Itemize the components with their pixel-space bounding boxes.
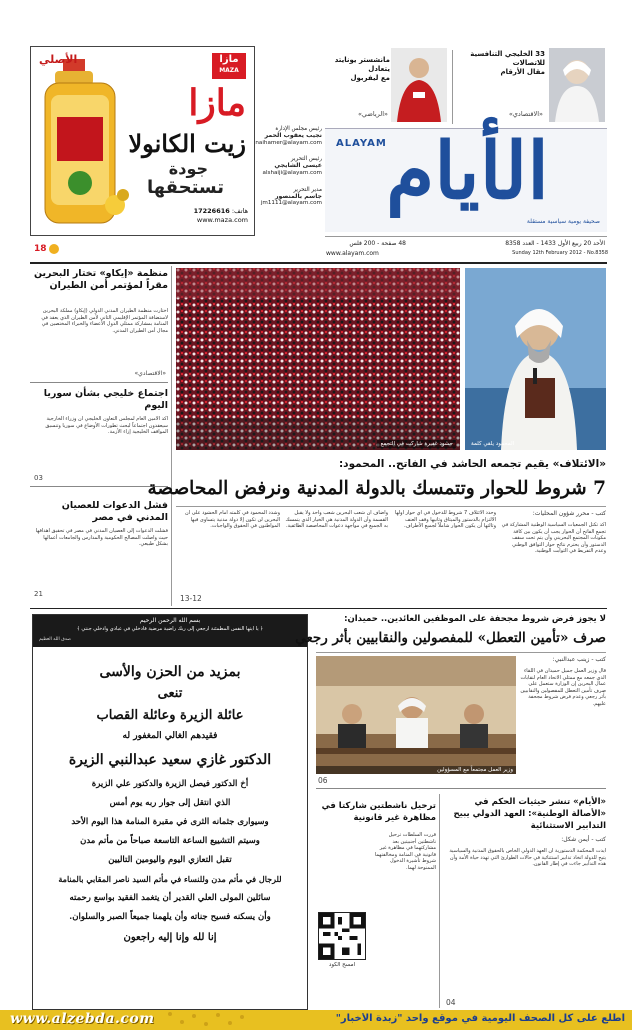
story1-body: اختارت منظمة الطيران المدني الدولي (إيكاو) مملكة البحرين لاستضافة المؤتمر الإقليمي الثاني لأمن الطيران الذي يعقد في المنامة بمشاركة ممثلي الدول الأعضاء والخبراء المختصين في مجال أمن الطيران المدني. [41, 308, 168, 334]
qr-code[interactable] [318, 912, 366, 960]
obituary-line-4: فقيدهم الغالي المغفور له [122, 731, 218, 741]
sports-teaser-photo [391, 48, 447, 122]
story3-title[interactable]: فشل الدعوات للعصيان المدني في مصر [61, 500, 168, 523]
obituary-basmala: بسم الله الرحمن الرحيم [139, 617, 201, 624]
contact-role-2: رئيس التحرير [290, 156, 322, 163]
mid-rule [30, 608, 607, 609]
sports-teaser-title: مانشستر يونايتد يتعادل [334, 56, 390, 73]
obituary-line-12: وأن يسكنه فسيح جناته وأن يلهمنا جميعاً الصبر والسلوان. [69, 912, 271, 922]
obituary-line-7: وسيوارى جثمانه الثرى في مقبرة المنامة هذا اليوم الأحد [71, 817, 269, 827]
economy-teaser[interactable] [455, 48, 605, 126]
obituary-line-6: الذي انتقل إلى جوار ربه يوم أمس [109, 798, 231, 808]
qr-code-label: امسح الكود [328, 962, 356, 968]
islamic-story-title[interactable]: «الأيام» تنشر حيثيات الحكم في «الأصالة الوطنية»: العهد الدولي يبيح التدابير الاستثنائية [453, 797, 606, 831]
left-news-column [30, 266, 168, 606]
masthead-logo[interactable]: الأيام [386, 126, 549, 217]
sun-icon [49, 244, 59, 254]
story1-title[interactable]: منظمة «إيكاو» تختار البحرين مقراً لمؤتمر أمن الطيران [33, 268, 168, 291]
obituary-line-1: بمزيد من الحزن والأسى [99, 664, 241, 680]
obituary-verse: ﴿ يا أيتها النفس المطمئنة ارجعي إلى ربك راضية مرضية فادخلي في عبادي وادخلي جنتي ﴾ [76, 626, 264, 632]
left-column-rule [171, 266, 172, 606]
story3-page: 21 [34, 590, 43, 598]
masthead-pages: 48 صفحة - 200 فلس [349, 240, 406, 247]
contact-email-3[interactable]: jm1111@alayam.com [260, 200, 322, 207]
ad-brand: مازا [188, 82, 246, 124]
contact-role-3: مدير التحرير [293, 186, 322, 193]
ad-phone: 17226616 [193, 207, 230, 215]
story2-page: 03 [34, 474, 43, 482]
economy-sports-divider [452, 50, 453, 124]
story1-section: «الاقتصادي» [134, 370, 166, 377]
ad-tagline: تستحقها [147, 177, 224, 198]
economy-teaser-number: 33 [535, 50, 545, 58]
story2-title[interactable]: اجتماع خليجي بشأن سوريا اليوم [43, 388, 168, 411]
protest-story-body: قررت السلطات ترحيل ناشطتين أجنبيتين بعد مشاركتهما في مظاهرة غير قانونية في المنامة ومخالفتهما شروط تأشيرة الدخول الممنوحة لهما. [374, 832, 436, 871]
islamic-story-page: 04 [446, 998, 456, 1007]
obituary-closing: إنا لله وإنا إليه راجعون [123, 932, 217, 943]
masthead-date: الأحد 20 ربيع الأول 1433 - العدد 8358 [505, 240, 605, 247]
ad-phone-label: هاتف: [231, 207, 248, 215]
story3-body: فشلت الدعوات إلى العصيان المدني في مصر في تحقيق أهدافها حيث واصلت المصالح الحكومية والمدارس والجامعات أعمالها بشكل طبيعي. [35, 528, 168, 548]
obituary-line-8: وسيتم التشييع الساعة التاسعة صباحاً من مأتم مدن [80, 836, 260, 846]
contact-email-1[interactable]: naihamer@alayam.com [255, 139, 322, 146]
islamic-story-rule [439, 794, 440, 1008]
lead-kicker: «الائتلاف» يقيم تجمعه الحاشد في الفاتح.. المحمود: [338, 458, 606, 470]
contact-name-3: جاسم بالمنصور [274, 192, 322, 200]
ad-brand-box-ar: مازا [219, 54, 239, 65]
obituary-body [35, 661, 305, 949]
crowd-photo[interactable] [176, 268, 460, 450]
crowd-photo-caption: حشود غفيرة شاركت في التجمع [377, 440, 456, 448]
lead-headline[interactable]: 7 شروط للحوار وتتمسك بالدولة المدنية ونرفض المحاصصة [147, 478, 606, 499]
ad-quality: جودة [168, 159, 208, 178]
masthead-logo-latin: ALAYAM [336, 138, 387, 149]
unemployment-photo[interactable] [316, 656, 516, 774]
unemployment-body: قال وزير العمل جميل حميدان في اللقاء الذي جمعه مع ممثلي الاتحاد العام لنقابات عمال البحرين إن الوزارة ستعمل على صرف تأمين التعطل للمفصولين والنقابيين بأثر رجعي وعدم فرض شروط مجحفة عليهم. [520, 668, 606, 707]
masthead-website[interactable]: www.alayam.com [326, 250, 379, 257]
unemployment-kicker: لا يجوز فرض شروط مجحفة على الموظفين العائدين.. حميدان: [344, 614, 606, 624]
obituary-deceased: الدكتور غازي سعيد عبدالنبي الزيرة [68, 752, 272, 768]
sports-teaser-body: مع ليفربول [350, 74, 390, 82]
story2-body: أكد الأمين العام لمجلس التعاون الخليجي أن وزراء الخارجية سيعقدون اجتماعاً لبحث تطورات الأوضاع في سوريا وتنسيق المواقف الخليجية إزاء الأزمة. [45, 416, 168, 436]
obituary-line-2: تنعى [157, 686, 183, 701]
left-divider-1 [30, 382, 168, 383]
age-rating-value: 18 [34, 244, 47, 254]
obituary-line-11: سائلين المولى العلي القدير أن يتغمد الفقيد بواسع رحمته [69, 893, 271, 903]
obituary-line-9: تقبل التعازي اليوم واليومين التاليين [108, 855, 232, 865]
obituary-verse-ref: صدق الله العظيم [39, 637, 71, 642]
lead-col-4: وشدد المحمود في كلمته أمام الحشود على أن البحرين لن تكون إلا دولة مدنية يتساوى فيها المواطنون في الحقوق والواجبات. [185, 510, 280, 530]
lead-rule [176, 506, 606, 507]
masthead-date-en: Sunday 12th February 2012 - No.8358 [512, 250, 608, 256]
ad-brand-mark [89, 119, 117, 129]
obituary-line-3: عائلة الزيرة وعائلة القصاب [96, 708, 244, 723]
lead-col-1: أكد تكتل الجمعيات السياسية الوطنية المشاركة في تجمع الفاتح أن الحوار يجب أن يكون بين كافة مكونات المجتمع البحريني وأن يتم تحت سقف الدستور وأن يحترم نتائج حوار التوافق الوطني وعدم التفريط في الثوابت الوطنية. [501, 522, 606, 555]
ad-product-name: زيت الكانولا [128, 129, 246, 158]
footer-banner[interactable] [0, 1010, 632, 1030]
ad-original-label: الأصلي [39, 53, 78, 66]
contact-name-1: نجيب يعقوب الحمر [264, 131, 322, 139]
footer-site[interactable]: www.alzebda.com [10, 1011, 155, 1027]
economy-teaser-photo [549, 48, 605, 122]
masthead-slogan: صحيفة يومية سياسية مستقلة [526, 218, 600, 225]
economy-teaser-title: الخليجي التنافسية للاتصالات [470, 50, 545, 67]
sports-teaser-text [328, 56, 390, 83]
contact-block-1 [255, 126, 322, 146]
lead-byline: كتب - محرر شؤون المحليات: [532, 510, 606, 517]
unemployment-photo-caption: وزير العمل مجتمعاً مع المسؤولين [316, 766, 516, 774]
unemployment-bottom-rule [316, 788, 606, 789]
economy-teaser-text [457, 50, 545, 77]
economy-teaser-body: مقال الأرقام [500, 68, 545, 76]
contact-block-2 [262, 156, 322, 176]
lead-pages: 13-12 [180, 594, 202, 603]
islamic-story-body: أيدت المحكمة الدستورية أن العهد الدولي الخاص بالحقوق المدنية والسياسية يتيح للدولة اتخاذ تدابير استثنائية في حالات الطوارئ التي تهدد حياة الأمة وأن هذه التدابير جاءت في إطار القانون. [449, 848, 606, 868]
sports-teaser[interactable] [325, 48, 450, 126]
top-rule [30, 262, 607, 264]
unemployment-byline: كتب - زينب عبدالنبي: [552, 656, 606, 663]
sports-teaser-section: «الرياضي» [357, 110, 388, 118]
speaker-photo-caption: المحمود يلقي كلمة [471, 441, 515, 447]
lead-col-3: وأضاف أن شعب البحرين شعب واحد ولا يقبل القسمة وأن الدولة المدنية هي الخيار الذي يتمسك به الجميع في مواجهة دعوات المحاصصة الطائفية. [285, 510, 388, 530]
obituary-box [32, 614, 308, 1010]
protest-story-title[interactable]: ترحيل ناشطتين شاركتا في مظاهرة غير قانونية [321, 801, 436, 823]
contact-block-3 [262, 187, 322, 207]
oil-bottle-image [33, 55, 133, 233]
ad-brand-box-latin: MAZA [219, 67, 239, 74]
canola-oil-ad[interactable] [30, 46, 255, 236]
footer-slogan: اطلع على كل الصحف اليومية في موقع واحد "زبدة الأخبار" [335, 1013, 625, 1024]
contact-email-2[interactable]: alshaiji@alayam.com [262, 169, 322, 176]
speaker-photo[interactable] [465, 268, 606, 450]
ad-brand-box [212, 53, 246, 79]
age-rating-badge [34, 242, 59, 256]
unemployment-page: 06 [318, 776, 328, 785]
unemployment-rule [316, 652, 606, 653]
ad-contact [152, 207, 248, 225]
contact-role-1: رئيس مجلس الإدارة [275, 126, 322, 132]
obituary-line-10: للرجال في مأتم مدن وللنساء في مأتم السيد ناصر المقابي بالمنامة [58, 874, 282, 884]
contact-name-2: عيسى الشايجي [274, 162, 322, 170]
economy-teaser-section: «الاقتصادي» [508, 110, 543, 118]
obituary-line-5: أخ الدكتور فيصل الزيرة والدكتور علي الزيرة [91, 779, 249, 789]
lead-col-2: وحدد الائتلاف 7 شروط للدخول في أي حوار أولها الالتزام بالدستور والميثاق وثانيها وقف العنف وثالثها أن يكون الحوار شاملاً لجميع الأطراف. [394, 510, 496, 530]
ad-website: www.maza.com [196, 216, 248, 224]
unemployment-headline[interactable]: صرف «تأمين التعطل» للمفصولين والنقابيين بأثر رجعي [295, 630, 606, 646]
islamic-story-byline: كتب - أيمن شكل: [561, 836, 606, 843]
staff-contacts [255, 126, 322, 207]
